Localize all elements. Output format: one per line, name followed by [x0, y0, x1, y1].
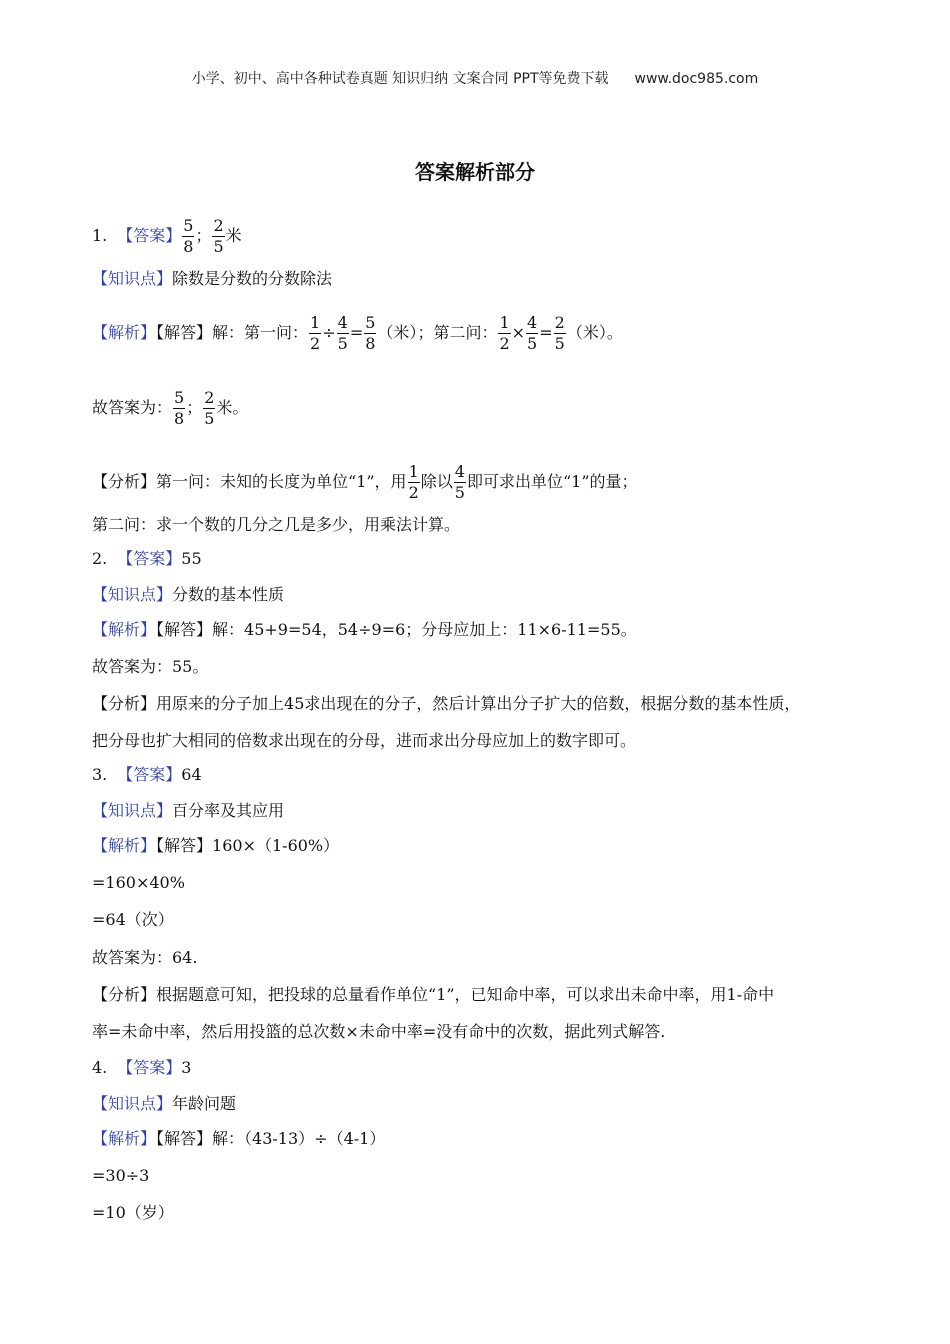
q2-answer: 55 — [181, 549, 202, 568]
q2-knowledge: 分数的基本性质 — [172, 585, 285, 604]
q1-number: 1. — [92, 226, 108, 245]
header-text: 小学、初中、高中各种试卷真题 知识归纳 文案合同 PPT等免费下载 — [191, 71, 609, 87]
fraction-5-8: $\frac{5}{8}$ — [365, 313, 376, 353]
answer-tag: 【答案】 — [117, 226, 182, 245]
analysis-tag: 【解析】 — [92, 620, 157, 639]
q4-step-2: =10（岁） — [92, 1203, 174, 1222]
analysis-tag: 【解析】 — [92, 1129, 157, 1148]
q3-knowledge: 百分率及其应用 — [172, 801, 285, 820]
page-header — [0, 68, 950, 88]
fraction-1-2: $\frac{1}{2}$ — [499, 313, 510, 353]
q3-answer-line — [92, 764, 202, 786]
q2-final-line: 故答案为：55。 — [92, 657, 209, 676]
q4-number: 4. — [92, 1058, 108, 1077]
fenxi-tag: 【分析】 — [92, 472, 157, 491]
q1-analysis-line: 【分析】第一问：未知的长度为单位“1”，用 $\frac{1}{2}$ 除以 $\frac{4}{5}$ 即可求出单位“1”的量； — [92, 462, 638, 502]
fenxi-tag: 【分析】 — [92, 694, 157, 713]
answer-tag: 【答案】 — [117, 549, 182, 568]
q3-knowledge-line — [92, 800, 284, 822]
q1-analysis-line-2: 第二问：求一个数的几分之几是多少，用乘法计算。 — [92, 515, 461, 534]
q4-knowledge: 年龄问题 — [172, 1094, 237, 1113]
analysis-tag: 【解析】 — [92, 836, 157, 855]
fraction-4-5: $\frac{4}{5}$ — [454, 462, 465, 502]
q3-analysis-line: 【分析】根据题意可知，把投球的总量看作单位“1”，已知命中率，可以求出未命中率，用1-命中 — [92, 985, 775, 1004]
q3-answer: 64 — [181, 765, 202, 784]
q3-solution-line: 【解析】【解答】160×（1-60%） — [92, 836, 340, 855]
q2-analysis-line: 【分析】用原来的分子加上45求出现在的分子，然后计算出分子扩大的倍数，根据分数的基本性质， — [92, 694, 801, 713]
fraction-4-5: $\frac{4}{5}$ — [527, 313, 538, 353]
header-url[interactable]: www.doc985.com — [634, 71, 759, 87]
fraction-5-8: $\frac{5}{8}$ — [174, 388, 185, 428]
q2-number: 2. — [92, 549, 108, 568]
q2-knowledge-line — [92, 584, 284, 606]
q1-answer-line: 1. 【答案】 $\frac{5}{8}$ ； $\frac{2}{5}$ 米 — [92, 216, 242, 256]
knowledge-tag: 【知识点】 — [92, 585, 173, 604]
knowledge-tag: 【知识点】 — [92, 1094, 173, 1113]
q4-answer: 3 — [181, 1058, 192, 1077]
fraction-1-2: $\frac{1}{2}$ — [408, 462, 419, 502]
fraction-2-5: $\frac{2}{5}$ — [554, 313, 565, 353]
q2-solution-line: 【解析】【解答】解：45+9=54，54÷9=6；分母应加上：11×6-11=55。 — [92, 620, 637, 639]
q1-knowledge: 除数是分数的分数除法 — [172, 269, 333, 288]
q3-analysis-line-2: 率=未命中率，然后用投篮的总次数×未命中率=没有命中的次数，据此列式解答. — [92, 1022, 666, 1041]
page-title: 答案解析部分 — [415, 160, 535, 184]
analysis-tag: 【解析】 — [92, 323, 157, 342]
q3-final-line: 故答案为：64. — [92, 948, 198, 967]
q1-final-line: 故答案为： $\frac{5}{8}$ ； $\frac{2}{5}$ 米。 — [92, 388, 249, 428]
knowledge-tag: 【知识点】 — [92, 269, 173, 288]
q3-step-2: =64（次） — [92, 910, 174, 929]
q2-analysis-line-2: 把分母也扩大相同的倍数求出现在的分母，进而求出分母应加上的数字即可。 — [92, 731, 637, 750]
answer-tag: 【答案】 — [117, 1058, 182, 1077]
fraction-5-8: $\frac{5}{8}$ — [183, 216, 194, 256]
q3-step-1: =160×40% — [92, 873, 185, 892]
q1-knowledge-line — [92, 268, 332, 290]
q3-number: 3. — [92, 765, 108, 784]
q4-step-1: =30÷3 — [92, 1166, 150, 1185]
q4-knowledge-line — [92, 1093, 236, 1115]
q4-solution-line: 【解析】【解答】解：（43-13）÷（4-1） — [92, 1129, 386, 1148]
fraction-2-5: $\frac{2}{5}$ — [213, 216, 224, 256]
answer-tag: 【答案】 — [117, 765, 182, 784]
fenxi-tag: 【分析】 — [92, 985, 157, 1004]
q4-answer-line — [92, 1057, 191, 1079]
fraction-2-5: $\frac{2}{5}$ — [204, 388, 215, 428]
q2-answer-line — [92, 548, 202, 570]
fraction-4-5: $\frac{4}{5}$ — [337, 313, 348, 353]
q1-solution-line: 【解析】【解答】解：第一问： $\frac{1}{2}$ ÷ $\frac{4}{5}$ = $\frac{5}{8}$ （米）；第二问： $\frac{1}{2}$ × $\frac{4}{5}$ = $\frac{2}{5}$ （米）。 — [92, 313, 623, 353]
knowledge-tag: 【知识点】 — [92, 801, 173, 820]
fraction-1-2: $\frac{1}{2}$ — [310, 313, 321, 353]
